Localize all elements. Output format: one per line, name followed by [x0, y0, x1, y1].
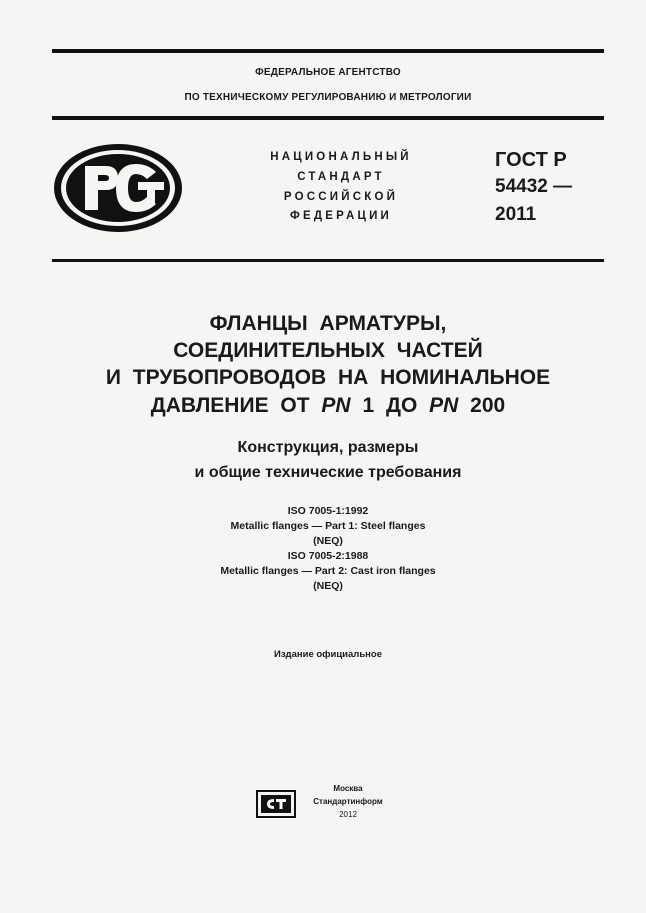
publisher-name: Стандартинформ — [313, 797, 383, 806]
subtitle-line-2: и общие технические требования — [194, 464, 462, 481]
standartinform-logo-icon — [256, 788, 296, 820]
publisher-city: Москва — [333, 784, 363, 793]
document-title-line-2: СОЕДИНИТЕЛЬНЫХ ЧАСТЕЙ — [173, 339, 483, 362]
title-pressure-to-word: ДО — [385, 394, 418, 417]
reference-line: (NEQ) — [313, 535, 343, 547]
reference-line: (NEQ) — [313, 580, 343, 592]
lower-rule — [52, 259, 604, 262]
reference-line: Metallic flanges — Part 2: Cast iron flanges — [220, 565, 436, 577]
document-title-line-3: И ТРУБОПРОВОДОВ НА НОМИНАЛЬНОЕ — [105, 366, 551, 389]
document-title-line-1: ФЛАНЦЫ АРМАТУРЫ, — [209, 312, 447, 335]
title-pn-label-from: PN — [321, 394, 351, 417]
standard-label-line-1: НАЦИОНАЛЬНЫЙ — [270, 151, 412, 163]
reference-line: ISO 7005-2:1988 — [287, 550, 369, 562]
title-pn-label-to: PN — [429, 394, 459, 417]
top-rule — [52, 49, 604, 53]
rst-certification-mark-icon — [52, 142, 184, 234]
reference-line: Metallic flanges — Part 1: Steel flanges — [230, 520, 426, 532]
standard-designation-line-2: 54432 — — [495, 176, 573, 197]
standard-label-line-4: ФЕДЕРАЦИИ — [289, 210, 393, 222]
publication-year: 2012 — [339, 810, 357, 819]
reference-line: ISO 7005-1:1992 — [287, 505, 369, 517]
agency-line-1: ФЕДЕРАЛЬНОЕ АГЕНТСТВО — [255, 67, 401, 78]
title-pn-to: 200 — [470, 394, 506, 417]
edition-note: Издание официальное — [274, 649, 382, 660]
standard-designation-line-1: ГОСТ Р — [495, 149, 567, 171]
title-pressure-prefix: ДАВЛЕНИЕ ОТ — [150, 394, 310, 417]
standard-designation-line-3: 2011 — [495, 204, 537, 225]
title-pn-from: 1 — [362, 394, 375, 417]
document-title-line-4 — [40, 395, 616, 416]
agency-line-2: ПО ТЕХНИЧЕСКОМУ РЕГУЛИРОВАНИЮ И МЕТРОЛОГИИ — [184, 92, 472, 103]
standard-label-line-3: РОССИЙСКОЙ — [283, 191, 399, 203]
standard-label-line-2: СТАНДАРТ — [297, 171, 385, 183]
middle-rule — [52, 116, 604, 120]
subtitle-line-1: Конструкция, размеры — [237, 439, 419, 456]
